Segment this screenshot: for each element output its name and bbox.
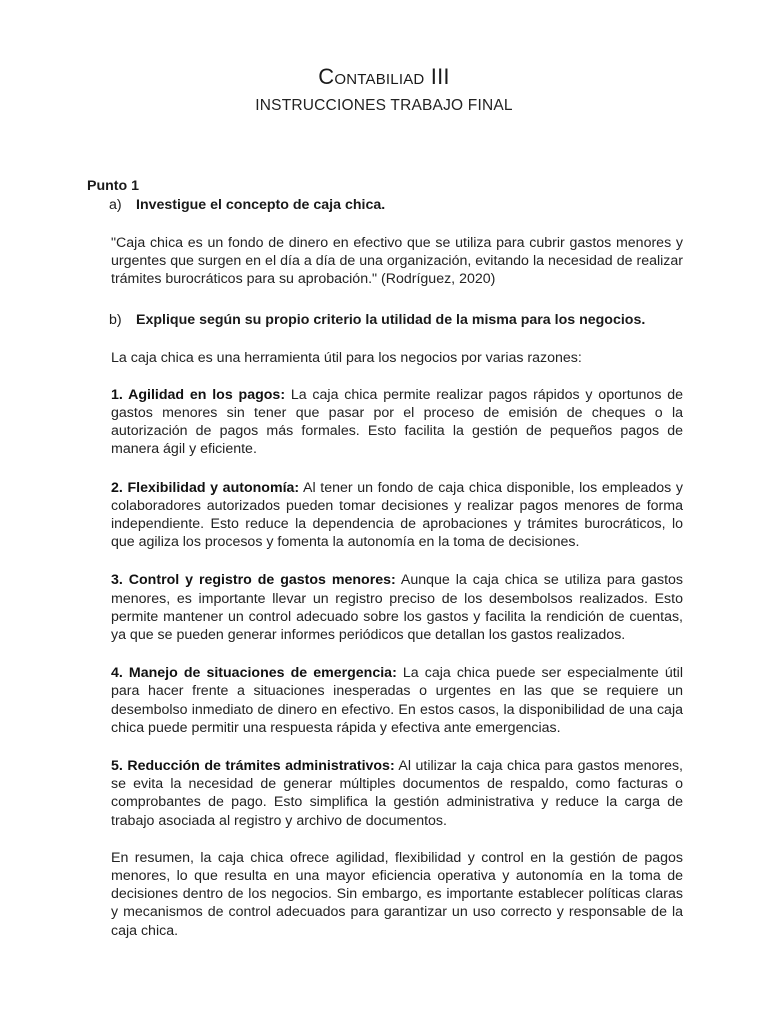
question-b	[87, 311, 683, 329]
list-item-title: 5. Reducción de trámites administrativos:	[111, 758, 395, 775]
section-heading: Punto 1	[87, 178, 140, 194]
document-title: Contabiliad III	[318, 64, 450, 89]
list-item	[111, 386, 683, 459]
list-item	[111, 664, 683, 737]
list-item-title: 2. Flexibilidad y autonomía:	[111, 479, 300, 496]
list-item-text: Aunque la caja chica se utiliza para gastos menores, es importante llevar un registro preciso de los desembolsos realizados. Esto permite mantener un control adecuado sobre los gastos y facilita la rendición de cuentas, ya que se pueden generar informes periódicos que detallan los gastos realizados.	[111, 572, 684, 644]
list-item	[111, 479, 683, 552]
definition-quote: "Caja chica es un fondo de dinero en efectivo que se utiliza para cubrir gastos menores y urgentes que surgen en el día a día de una organización, evitando la necesidad de realizar trámites burocráticos para su aprobación." (Rodríguez, 2020)	[111, 235, 683, 288]
list-item-title: 4. Manejo de situaciones de emergencia:	[111, 665, 397, 682]
list-item-text: Al utilizar la caja chica para gastos menores, se evita la necesidad de generar múltiples documentos de respaldo, como facturas o comprobantes de pago. Esto simplifica la gestión administrativa y reduce la carga de trabajo asociada al registro y archivo de documentos.	[111, 758, 684, 829]
question-a-text: Investigue el concepto de caja chica.	[136, 197, 386, 213]
list-item	[111, 571, 683, 644]
question-b-text: Explique según su propio criterio la utilidad de la misma para los negocios.	[136, 311, 646, 328]
title-block	[0, 62, 768, 116]
list-item-title: 1. Agilidad en los pagos:	[111, 386, 286, 403]
list-item-text: La caja chica permite realizar pagos rápidos y oportunos de gastos menores sin tener que pasar por el proceso de emisión de cheques o la autorización de pagos más formales. Esto facilita la gestión de pequeños pagos de manera ágil y eficiente.	[111, 386, 683, 458]
list-item-title: 3. Control y registro de gastos menores:	[111, 572, 396, 589]
document-body	[87, 177, 683, 940]
intro-paragraph: La caja chica es una herramienta útil para los negocios por varias razones:	[111, 349, 582, 366]
question-a	[87, 196, 683, 214]
list-item	[111, 757, 683, 830]
list-item-text: Al tener un fondo de caja chica disponible, los empleados y colaboradores autorizados pueden tomar decisiones y realizar pagos menores de forma independiente. Esto reduce la dependencia de aprobaciones y trámites burocráticos, lo que agiliza los procesos y fomenta la autonomía en la toma de decisiones.	[111, 479, 683, 551]
question-a-letter: a)	[109, 197, 122, 213]
document-subtitle: INSTRUCCIONES TRABAJO FINAL	[255, 97, 513, 114]
list-item-text: La caja chica puede ser especialmente útil para hacer frente a situaciones inesperadas o urgentes en las que se requiere un desembolso inmediato de dinero en efectivo. En estos casos, la disponibilidad de una caja chica puede permitir una respuesta rápida y efectiva ante emergencias.	[111, 665, 683, 736]
question-b-letter: b)	[109, 311, 122, 328]
summary-paragraph: En resumen, la caja chica ofrece agilidad, flexibilidad y control en la gestión de pagos menores, lo que resulta en una mayor eficiencia operativa y autonomía en la toma de decisiones dentro de los negocios. Sin embargo, es importante establecer políticas claras y mecanismos de control adecuados para garantizar un uso correcto y responsable de la caja chica.	[111, 849, 683, 939]
